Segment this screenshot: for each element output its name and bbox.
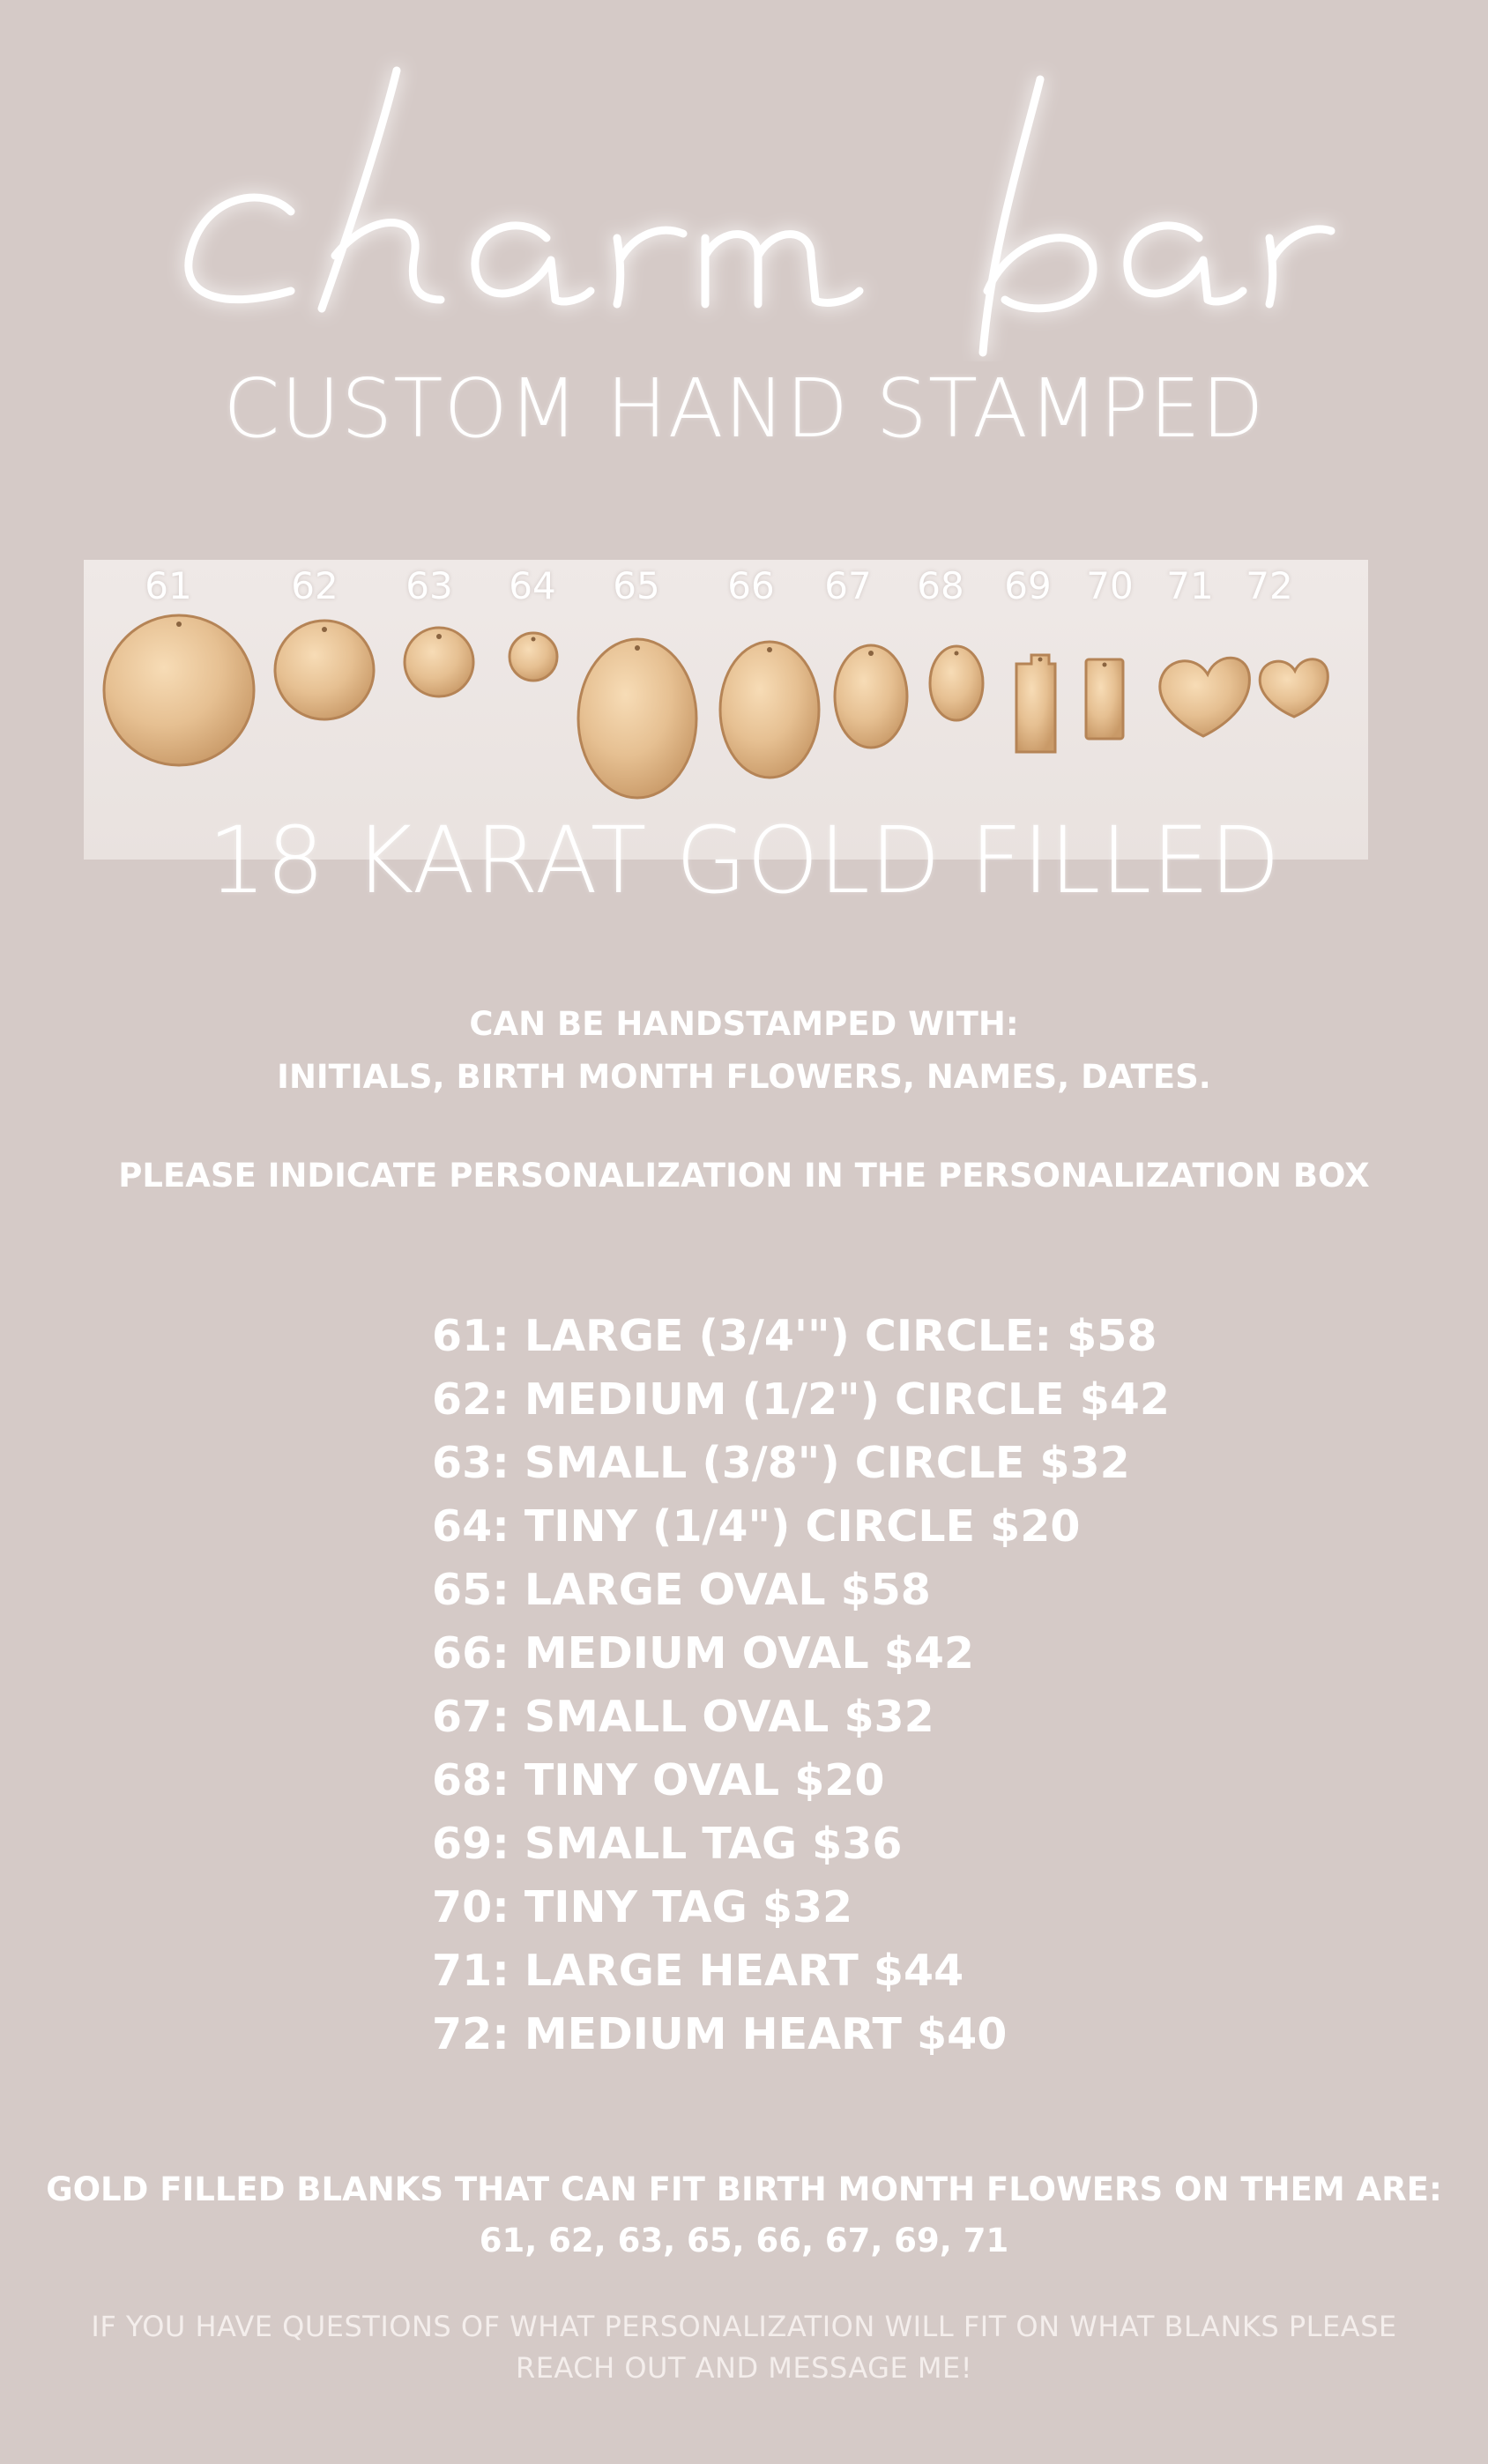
charm-number-label: 69 (1004, 564, 1052, 607)
charm-number-label: 67 (824, 564, 872, 607)
price-item: 69: SMALL TAG $36 (432, 1819, 903, 1869)
charm-71-heart-large (1160, 658, 1250, 736)
charm-61-circle-large (104, 615, 254, 765)
charm-number-label: 71 (1166, 564, 1214, 607)
stamping-intro: CAN BE HANDSTAMPED WITH: (469, 1005, 1019, 1043)
charm-number-label: 68 (917, 564, 964, 607)
charm-69-tag-small (1016, 655, 1055, 752)
subtitle: CUSTOM HAND STAMPED (223, 361, 1265, 456)
price-item: 63: SMALL (3/8") CIRCLE $32 (432, 1438, 1130, 1488)
price-item: 66: MEDIUM OVAL $42 (432, 1628, 975, 1679)
charm-number-label: 65 (613, 564, 660, 607)
price-item: 71: LARGE HEART $44 (432, 1946, 964, 1996)
price-item: 61: LARGE (3/4'") CIRCLE: $58 (432, 1311, 1157, 1361)
stamping-options: INITIALS, BIRTH MONTH FLOWERS, NAMES, DATES. (277, 1058, 1211, 1096)
charm-67-oval-small (835, 645, 907, 748)
charm-number-label: 72 (1246, 564, 1293, 607)
metal-type-heading: 18 KARAT GOLD FILLED (207, 807, 1281, 914)
personalization-instruction: PLEASE INDICATE PERSONALIZATION IN THE PERSONALIZATION BOX (118, 1157, 1370, 1195)
price-list (432, 1305, 1170, 2066)
charm-number-label: 70 (1086, 564, 1134, 607)
price-item: 70: TINY TAG $32 (432, 1882, 853, 1932)
flower-blanks-heading: GOLD FILLED BLANKS THAT CAN FIT BIRTH MONTH FLOWERS ON THEM ARE: (46, 2170, 1442, 2208)
charm-number-label: 61 (145, 564, 192, 607)
footer-note-line2: REACH OUT AND MESSAGE ME! (515, 2351, 973, 2385)
flower-blanks-list: 61, 62, 63, 65, 66, 67, 69, 71 (479, 2222, 1009, 2259)
charm-62-circle-medium (275, 621, 374, 719)
price-item: 67: SMALL OVAL $32 (432, 1692, 934, 1742)
price-item: 72: MEDIUM HEART $40 (432, 2009, 1008, 2059)
charm-number-label: 63 (405, 564, 453, 607)
charm-number-label: 64 (509, 564, 556, 607)
footer-note-line1: IF YOU HAVE QUESTIONS OF WHAT PERSONALIZATION WILL FIT ON WHAT BLANKS PLEASE (91, 2310, 1397, 2343)
price-item: 64: TINY (1/4") CIRCLE $20 (432, 1501, 1081, 1552)
price-item: 65: LARGE OVAL $58 (432, 1565, 931, 1615)
charm-66-oval-medium (720, 642, 819, 778)
charm-number-label: 62 (291, 564, 339, 607)
charm-bar-script-logo (0, 35, 1488, 361)
price-item: 62: MEDIUM (1/2") CIRCLE $42 (432, 1374, 1170, 1425)
charm-70-tag-tiny (1086, 659, 1123, 739)
charm-65-oval-large (578, 639, 696, 798)
charm-number-label: 66 (727, 564, 775, 607)
charm-68-oval-tiny (930, 646, 983, 720)
price-item: 68: TINY OVAL $20 (432, 1755, 885, 1805)
charm-72-heart-medium (1260, 659, 1328, 717)
